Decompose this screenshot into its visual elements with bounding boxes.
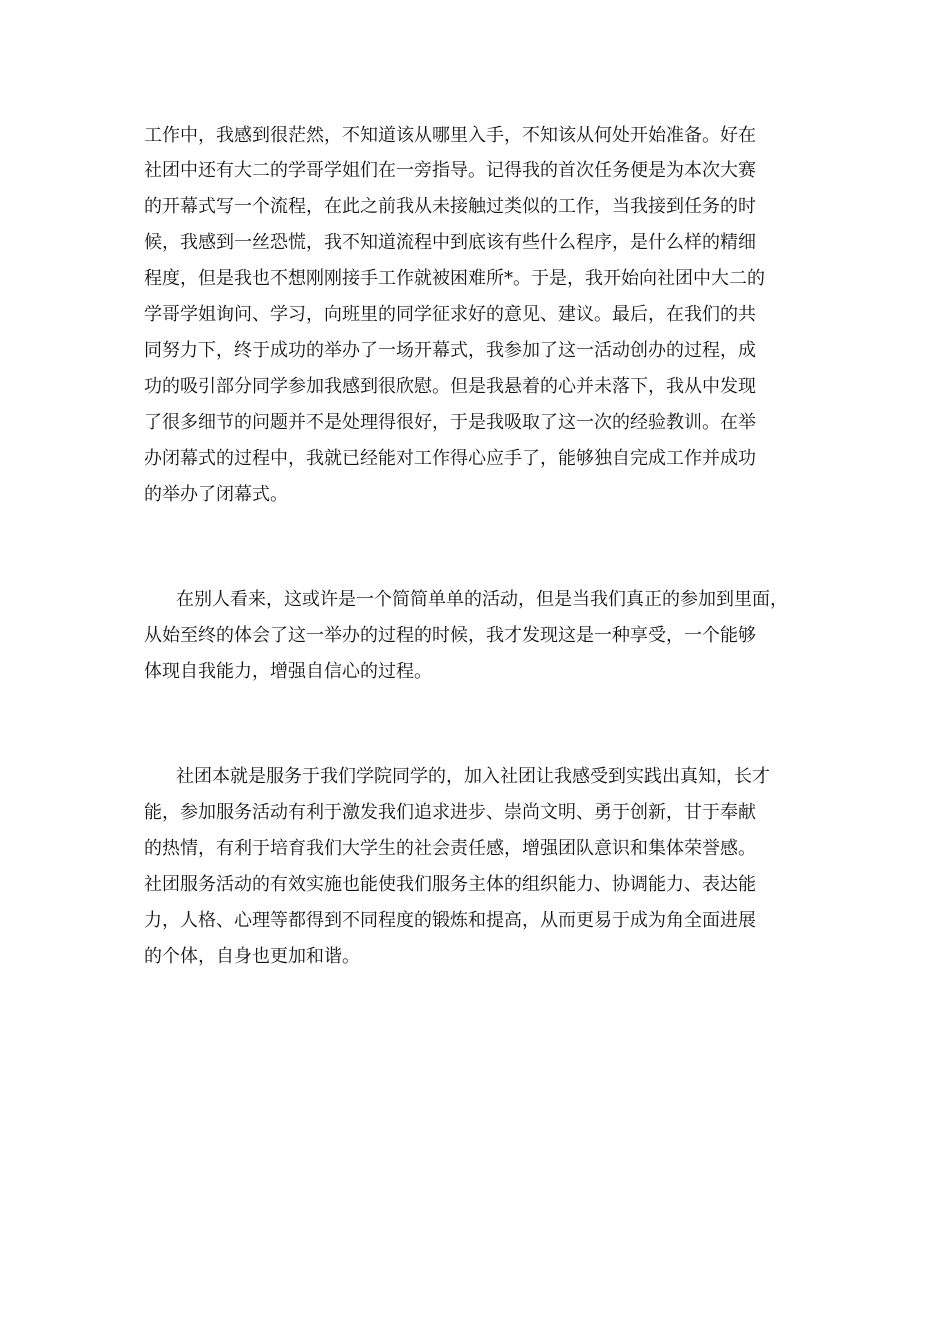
- text-line: 能，参加服务活动有利于激发我们追求进步、崇尚文明、勇于创新，甘于奉献: [144, 802, 756, 823]
- text-line: 了很多细节的问题并不是处理得很好，于是我吸取了这一次的经验教训。在举: [144, 412, 756, 433]
- text-line: 功的吸引部分同学参加我感到很欣慰。但是我悬着的心并未落下，我从中发现: [144, 376, 756, 397]
- text-line: 在别人看来，这或许是一个简简单单的活动，但是当我们真正的参加到里面，: [176, 589, 788, 610]
- text-line: 社团服务活动的有效实施也能使我们服务主体的组织能力、协调能力、表达能: [144, 874, 756, 895]
- text-line: 同努力下，终于成功的举办了一场开幕式，我参加了这一活动创办的过程，成: [144, 340, 756, 361]
- text-line: 从始至终的体会了这一举办的过程的时候，我才发现这是一种享受，一个能够: [144, 625, 756, 646]
- text-line: 的开幕式写一个流程，在此之前我从未接触过类似的工作，当我接到任务的时: [144, 196, 756, 217]
- text-line: 社团本就是服务于我们学院同学的，加入社团让我感受到实践出真知，长才: [176, 766, 770, 787]
- text-line: 候，我感到一丝恐慌，我不知道流程中到底该有些什么程序，是什么样的精细: [144, 232, 756, 253]
- text-line: 程度，但是我也不想刚刚接手工作就被困难所*。于是，我开始向社团中大二的: [144, 268, 765, 289]
- text-line: 办闭幕式的过程中，我就已经能对工作得心应手了，能够独自完成工作并成功: [144, 448, 756, 469]
- text-line: 学哥学姐询问、学习，向班里的同学征求好的意见、建议。最后，在我们的共: [144, 304, 756, 325]
- text-line: 力，人格、心理等都得到不同程度的锻炼和提高，从而更易于成为角全面进展: [144, 910, 756, 931]
- text-line: 体现自我能力，增强自信心的过程。: [144, 661, 432, 682]
- text-line: 的举办了闭幕式。: [144, 484, 288, 505]
- text-line: 社团中还有大二的学哥学姐们在一旁指导。记得我的首次任务便是为本次大赛: [144, 160, 756, 181]
- text-line: 的热情，有利于培育我们大学生的社会责任感，增强团队意识和集体荣誉感。: [144, 838, 756, 859]
- text-line: 的个体，自身也更加和谐。: [144, 946, 360, 967]
- text-line: 工作中，我感到很茫然，不知道该从哪里入手，不知该从何处开始准备。好在: [144, 125, 756, 146]
